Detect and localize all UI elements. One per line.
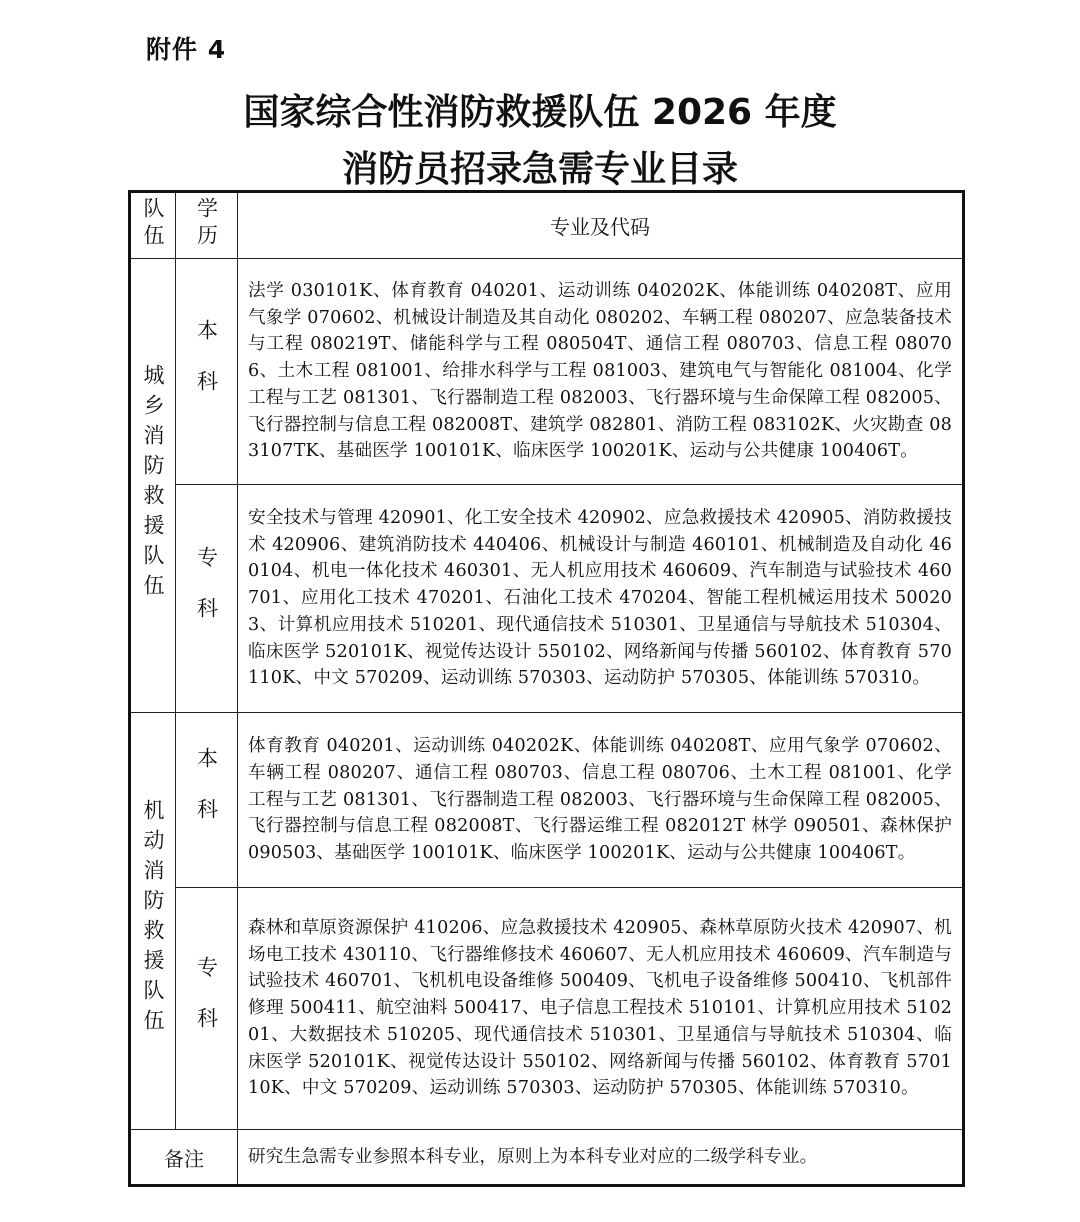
education-cell: 专科 (176, 485, 238, 713)
education-cell: 本科 (176, 713, 238, 888)
note-row (130, 1130, 964, 1186)
team-cell-mobile: 机动消防救援队伍 (130, 713, 176, 1130)
header-team: 队伍 (130, 192, 176, 259)
attachment-label: 附件 4 (146, 35, 227, 64)
header-majors: 专业及代码 (238, 192, 964, 259)
table-row (130, 485, 964, 713)
majors-cell: 法学 030101K、体育教育 040201、运动训练 040202K、体能训练 040208T、应用气象学 070602、机械设计制造及其自动化 080202、车辆工程 080207、应急装备技术与工程 080219T、储能科学与工程 080504T、通信工程 080703、信息工程 080706、土木工程 081001、给排水科学与工程 081003、建筑电气与智能化 081004、化学工程与工艺 081301、飞行器制造工程 082003、飞行器环境与生命保障工程 082005、飞行器控制与信息工程 082008T、建筑学 082801、消防工程 083102K、火灾勘查 083107TK、基础医学 100101K、临床医学 100201K、运动与公共健康 100406T。 (238, 259, 964, 485)
note-label: 备注 (130, 1130, 238, 1186)
table-row (130, 259, 964, 485)
table-header-row (130, 192, 964, 259)
majors-cell: 体育教育 040201、运动训练 040202K、体能训练 040208T、应用气象学 070602、车辆工程 080207、通信工程 080703、信息工程 080706、土木工程 081001、化学工程与工艺 081301、飞行器制造工程 082003、飞行器环境与生命保障工程 082005、飞行器控制与信息工程 082008T、飞行器运维工程 082012T 林学 090501、森林保护 090503、基础医学 100101K、临床医学 100201K、运动与公共健康 100406T。 (238, 713, 964, 888)
majors-cell: 安全技术与管理 420901、化工安全技术 420902、应急救援技术 420905、消防救援技术 420906、建筑消防技术 440406、机械设计与制造 460101、机械制造及自动化 460104、机电一体化技术 460301、无人机应用技术 460609、汽车制造与试验技术 460701、应用化工技术 470201、石油化工技术 470204、智能工程机械运用技术 500203、计算机应用技术 510201、现代通信技术 510301、卫星通信与导航技术 510304、临床医学 520101K、视觉传达设计 550102、网络新闻与传播 560102、体育教育 570110K、中文 570209、运动训练 570303、运动防护 570305、体能训练 570310。 (238, 485, 964, 713)
education-cell: 本科 (176, 259, 238, 485)
note-text: 研究生急需专业参照本科专业，原则上为本科专业对应的二级学科专业。 (238, 1130, 964, 1186)
majors-cell: 森林和草原资源保护 410206、应急救援技术 420905、森林草原防火技术 420907、机场电工技术 430110、飞行器维修技术 460607、无人机应用技术 460609、汽车制造与试验技术 460701、飞机机电设备维修 500409、飞机电子设备维修 500410、飞机部件修理 500411、航空油料 500417、电子信息工程技术 510101、计算机应用技术 510201、大数据技术 510205、现代通信技术 510301、卫星通信与导航技术 510304、临床医学 520101K、视觉传达设计 550102、网络新闻与传播 560102、体育教育 570110K、中文 570209、运动训练 570303、运动防护 570305、体能训练 570310。 (238, 888, 964, 1130)
majors-table (128, 190, 965, 1187)
team-cell-urban-rural: 城乡消防救援队伍 (130, 259, 176, 713)
page-title-line-1: 国家综合性消防救援队伍 2026 年度 (243, 92, 837, 133)
table-row (130, 888, 964, 1130)
page-title-line-2: 消防员招录急需专业目录 (341, 149, 738, 190)
table-row (130, 713, 964, 888)
education-cell: 专科 (176, 888, 238, 1130)
header-education: 学历 (176, 192, 238, 259)
